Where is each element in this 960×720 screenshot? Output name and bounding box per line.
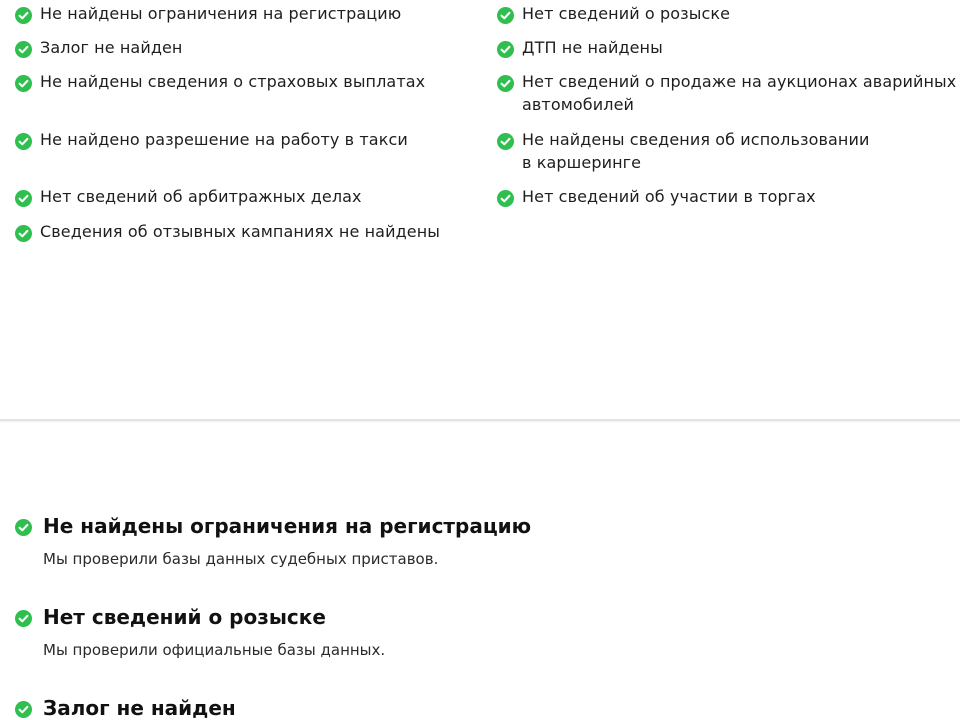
summary-item-label: Залог не найден (40, 38, 183, 57)
summary-item-label: Не найдены сведения об использовании в каршеринге (522, 130, 870, 172)
detail-pledge (0, 695, 960, 720)
summary-item-label: ДТП не найдены (522, 38, 663, 57)
check-circle-icon (15, 133, 32, 150)
check-circle-icon (15, 41, 32, 58)
check-circle-icon (497, 75, 514, 92)
check-circle-icon (15, 519, 32, 536)
detail-description: Мы проверили базы данных судебных приставов. (43, 550, 439, 568)
detail-title: Нет сведений о розыске (43, 605, 326, 629)
check-circle-icon (497, 190, 514, 207)
section-divider (0, 419, 960, 422)
summary-item-label: Нет сведений об участии в торгах (522, 187, 816, 206)
check-circle-icon (497, 7, 514, 24)
detail-description: Мы проверили официальные базы данных. (43, 641, 386, 659)
summary-item-label: Сведения об отзывных кампаниях не найдены (40, 222, 440, 241)
check-circle-icon (497, 41, 514, 58)
summary-item-label: Не найдены ограничения на регистрацию (40, 4, 402, 23)
check-circle-icon (15, 610, 32, 627)
detail-registration-restrictions (0, 513, 960, 593)
check-circle-icon (15, 190, 32, 207)
check-circle-icon (15, 7, 32, 24)
summary-item-label: Нет сведений о розыске (522, 4, 731, 23)
check-circle-icon (15, 75, 32, 92)
check-circle-icon (15, 701, 32, 718)
detail-title: Залог не найден (43, 696, 236, 720)
summary-item-label: Не найдено разрешение на работу в такси (40, 130, 408, 149)
detail-wanted (0, 604, 960, 684)
summary-item-label: Нет сведений о продаже на аукционах аварийных автомобилей (522, 72, 957, 114)
detail-title: Не найдены ограничения на регистрацию (43, 514, 532, 538)
check-circle-icon (497, 133, 514, 150)
summary-item-label: Нет сведений об арбитражных делах (40, 187, 362, 206)
check-circle-icon (15, 225, 32, 242)
summary-item-label: Не найдены сведения о страховых выплатах (40, 72, 426, 91)
